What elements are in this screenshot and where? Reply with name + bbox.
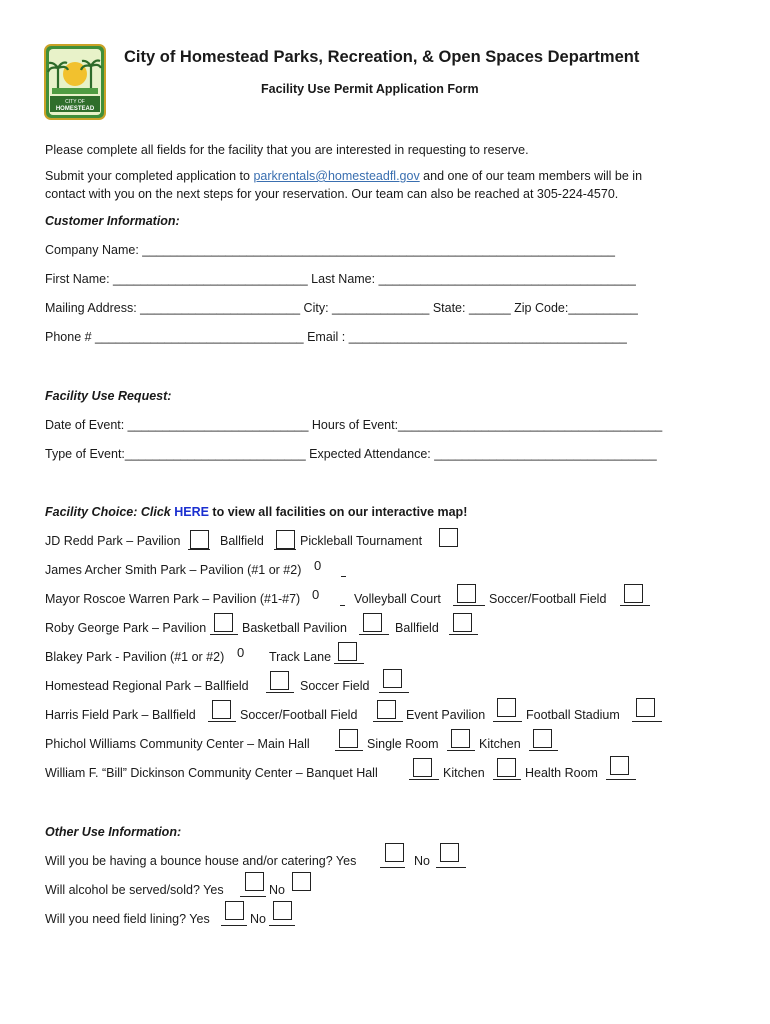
harris-soccer-label: Soccer/Football Field	[240, 708, 358, 722]
roby-george-ballfield-label: Ballfield	[395, 621, 439, 635]
underline	[341, 576, 346, 577]
bounce-label: Will you be having a bounce house and/or catering? Yes	[45, 854, 357, 868]
underline	[335, 750, 363, 751]
alcohol-no-label: No	[269, 883, 285, 897]
jd-redd-pickleball-checkbox[interactable]	[439, 528, 458, 547]
underline	[359, 634, 389, 635]
phichol-kitchen-checkbox[interactable]	[533, 729, 552, 748]
underline	[188, 549, 210, 550]
underline	[210, 634, 238, 635]
jd-redd-pavilion-checkbox[interactable]	[190, 530, 209, 549]
facility-request-heading: Facility Use Request:	[45, 389, 172, 403]
underline	[340, 605, 345, 606]
name-field[interactable]: First Name: ____________________________ Last Name: _____________________________________	[45, 272, 636, 286]
roby-george-pavilion-label: Roby George Park – Pavilion	[45, 621, 207, 635]
jd-redd-pickleball-label: Pickleball Tournament	[300, 534, 423, 548]
page-title: City of Homestead Parks, Recreation, & Open Spaces Department	[124, 48, 640, 66]
phichol-main-hall-label: Phichol Williams Community Center – Main Hall	[45, 737, 310, 751]
email-link[interactable]: parkrentals@homesteadfl.gov	[253, 169, 420, 183]
jd-redd-pavilion-label: JD Redd Park – Pavilion	[45, 534, 181, 548]
harris-ballfield-checkbox[interactable]	[212, 700, 231, 719]
underline	[266, 692, 294, 693]
james-archer-smith-pavilion-label: James Archer Smith Park – Pavilion (#1 or #2)	[45, 563, 302, 577]
intro-text: Submit your completed application to	[45, 169, 254, 183]
intro-line-3: contact with you on the next steps for your reservation. Our team can also be reached at 305-224-4570.	[45, 187, 619, 201]
company-field[interactable]: Company Name: ____________________________________________________________________	[45, 243, 615, 257]
type-attendance-field[interactable]: Type of Event:__________________________ Expected Attendance: ________________________________	[45, 447, 657, 461]
dickinson-health-label: Health Room	[525, 766, 598, 780]
blakey-pavilion-label: Blakey Park - Pavilion (#1 or #2)	[45, 650, 225, 664]
underline	[409, 779, 439, 780]
jd-redd-ballfield-label: Ballfield	[220, 534, 264, 548]
roby-george-pavilion-checkbox[interactable]	[214, 613, 233, 632]
underline	[221, 925, 247, 926]
underline	[269, 925, 295, 926]
bounce-no-label: No	[414, 854, 430, 868]
phichol-single-room-label: Single Room	[367, 737, 439, 751]
regional-ballfield-label: Homestead Regional Park – Ballfield	[45, 679, 249, 693]
harris-soccer-checkbox[interactable]	[377, 700, 396, 719]
phichol-kitchen-label: Kitchen	[479, 737, 521, 751]
bounce-yes-checkbox[interactable]	[385, 843, 404, 862]
phichol-main-hall-checkbox[interactable]	[339, 729, 358, 748]
roby-george-ballfield-checkbox[interactable]	[453, 613, 472, 632]
underline	[240, 896, 266, 897]
jd-redd-ballfield-checkbox[interactable]	[276, 530, 295, 549]
lining-no-checkbox[interactable]	[273, 901, 292, 920]
facility-choice-heading	[45, 505, 467, 519]
roscoe-warren-soccer-checkbox[interactable]	[624, 584, 643, 603]
underline	[493, 779, 521, 780]
city-logo	[44, 44, 106, 120]
james-archer-smith-pavilion-input[interactable]: 0	[314, 558, 322, 573]
underline	[493, 721, 522, 722]
blakey-track-checkbox[interactable]	[338, 642, 357, 661]
underline	[334, 663, 364, 664]
dickinson-kitchen-checkbox[interactable]	[497, 758, 516, 777]
contact-field[interactable]: Phone # ______________________________ Email : ________________________________________	[45, 330, 627, 344]
underline	[379, 692, 409, 693]
lining-label: Will you need field lining? Yes	[45, 912, 210, 926]
dickinson-health-checkbox[interactable]	[610, 756, 629, 775]
blakey-pavilion-input[interactable]: 0	[237, 645, 245, 660]
underline	[436, 867, 466, 868]
alcohol-label: Will alcohol be served/sold? Yes	[45, 883, 224, 897]
underline	[606, 779, 636, 780]
regional-soccer-label: Soccer Field	[300, 679, 370, 693]
lining-yes-checkbox[interactable]	[225, 901, 244, 920]
blakey-track-label: Track Lane	[269, 650, 332, 664]
regional-soccer-checkbox[interactable]	[383, 669, 402, 688]
underline	[380, 867, 405, 868]
underline	[620, 605, 650, 606]
underline	[453, 605, 485, 606]
harris-stadium-checkbox[interactable]	[636, 698, 655, 717]
lining-no-label: No	[250, 912, 266, 926]
harris-event-pavilion-checkbox[interactable]	[497, 698, 516, 717]
address-field[interactable]: Mailing Address: _______________________ City: ______________ State: ______ Zip Code:__________	[45, 301, 638, 315]
phichol-single-room-checkbox[interactable]	[451, 729, 470, 748]
harris-ballfield-label: Harris Field Park – Ballfield	[45, 708, 196, 722]
heading-text: to view all facilities on our interactive map!	[208, 505, 468, 519]
underline	[274, 549, 296, 550]
intro-line-2	[45, 169, 642, 183]
roscoe-warren-volleyball-label: Volleyball Court	[354, 592, 441, 606]
logo-text-bottom: HOMESTEAD	[55, 106, 95, 112]
date-hours-field[interactable]: Date of Event: __________________________ Hours of Event:______________________________________	[45, 418, 663, 432]
roscoe-warren-volleyball-checkbox[interactable]	[457, 584, 476, 603]
dickinson-kitchen-label: Kitchen	[443, 766, 485, 780]
regional-ballfield-checkbox[interactable]	[270, 671, 289, 690]
roscoe-warren-pavilion-label: Mayor Roscoe Warren Park – Pavilion (#1-#7)	[45, 592, 301, 606]
underline	[447, 750, 475, 751]
roby-george-basketball-checkbox[interactable]	[363, 613, 382, 632]
bounce-no-checkbox[interactable]	[440, 843, 459, 862]
roscoe-warren-pavilion-input[interactable]: 0	[312, 587, 320, 602]
alcohol-yes-checkbox[interactable]	[245, 872, 264, 891]
dickinson-banquet-checkbox[interactable]	[413, 758, 432, 777]
form-subtitle: Facility Use Permit Application Form	[261, 82, 479, 96]
dickinson-banquet-label: William F. “Bill” Dickinson Community Center – Banquet Hall	[45, 766, 378, 780]
other-heading: Other Use Information:	[45, 825, 182, 839]
here-link[interactable]: HERE	[174, 505, 209, 519]
customer-heading: Customer Information:	[45, 214, 180, 228]
logo-text-top: CITY OF	[65, 99, 85, 105]
harris-stadium-label: Football Stadium	[526, 708, 620, 722]
intro-text: and one of our team members will be in	[419, 169, 643, 183]
roscoe-warren-soccer-label: Soccer/Football Field	[489, 592, 607, 606]
heading-text: Facility Choice: Click	[45, 505, 175, 519]
alcohol-no-checkbox[interactable]	[292, 872, 311, 891]
underline	[449, 634, 478, 635]
underline	[529, 750, 558, 751]
roby-george-basketball-label: Basketball Pavilion	[242, 621, 347, 635]
harris-event-pavilion-label: Event Pavilion	[406, 708, 486, 722]
underline	[373, 721, 403, 722]
intro-line-1: Please complete all fields for the facility that you are interested in requesting to reserve.	[45, 143, 529, 157]
underline	[208, 721, 236, 722]
underline	[632, 721, 662, 722]
